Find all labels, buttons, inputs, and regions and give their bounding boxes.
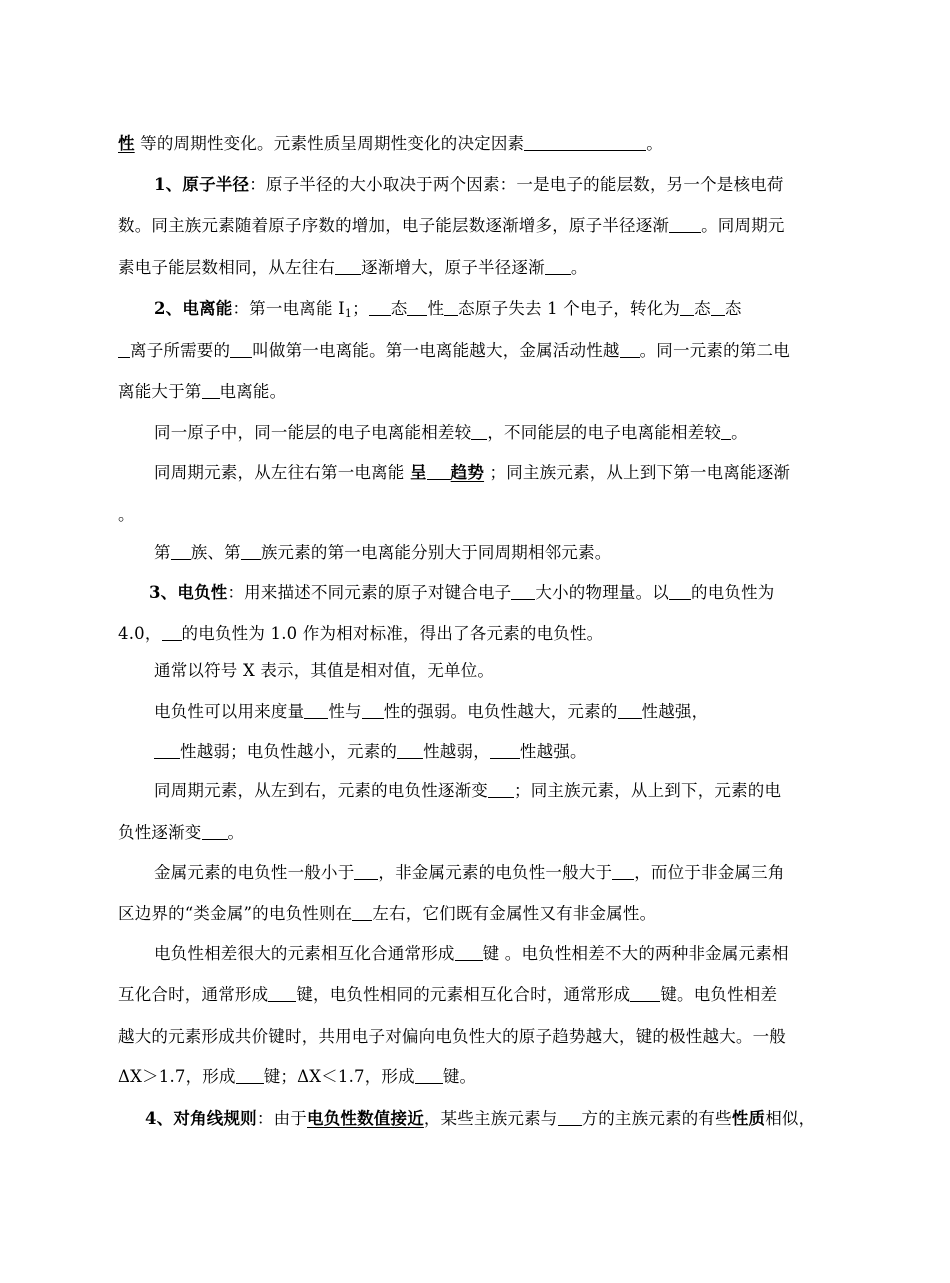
blank[interactable] (711, 298, 725, 316)
line-20: 区边界的“类金属”的电负性则在 左右，它们既有金属性又有非金属性。 (118, 904, 657, 923)
line-7: 离能大于第 电离能。 (118, 382, 287, 401)
line-4: 素电子能层数相同，从左往右 逐渐增大，原子半径逐渐 。 (118, 258, 588, 277)
blank[interactable] (612, 862, 634, 880)
blank[interactable] (369, 298, 391, 316)
line-9: 同周期元素，从左往右第一电离能 呈 趋势 ；同主族元素，从上到下第一电离能逐渐 (154, 463, 791, 482)
blank[interactable] (545, 257, 571, 275)
line-21: 电负性相差很大的元素相互化合通常形成 键 。电负性相差不大的两种非金属元素相 (154, 944, 789, 963)
blank[interactable] (236, 1066, 264, 1084)
line-24: ΔX＞1.7，形成 键；ΔX＜1.7，形成 键。 (118, 1067, 477, 1086)
blank[interactable] (444, 298, 458, 316)
blank[interactable] (618, 701, 642, 719)
line-18: 负性逐渐变 。 (118, 823, 245, 842)
blank[interactable] (669, 582, 691, 600)
blank[interactable] (669, 215, 701, 233)
line-17: 同周期元素，从左到右，元素的电负性逐渐变 ；同主族元素，从上到下，元素的电 (154, 781, 782, 800)
blank[interactable] (488, 780, 514, 798)
line-14: 通常以符号 X 表示，其值是相对值，无单位。 (154, 661, 495, 680)
blank[interactable] (268, 984, 296, 1002)
line-1: 性 等的周期性变化。元素性质呈周期性变化的决定因素 。 (118, 134, 663, 153)
blank[interactable] (154, 741, 180, 759)
line-23: 越大的元素形成共价键时，共用电子对偏向电负性大的原子趋势越大，键的极性越大。一般 (118, 1027, 786, 1046)
line-19: 金属元素的电负性一般小于 ，非金属元素的电负性一般大于 ，而位于非金属三角 (154, 863, 785, 882)
heading-diagonal-rule: 4、对角线规则 (145, 1109, 257, 1128)
blank[interactable] (511, 582, 535, 600)
blank[interactable] (335, 257, 361, 275)
line-2: 1、原子半径：原子半径的大小取决于两个因素：一是电子的能层数，另一个是核电荷 (154, 175, 784, 194)
line-8: 同一原子中，同一能层的电子电离能相差较 ，不同能层的电子电离能相差较 。 (154, 423, 748, 442)
blank[interactable] (304, 701, 328, 719)
blank[interactable] (171, 542, 191, 560)
blank[interactable] (471, 422, 487, 440)
blank[interactable] (620, 340, 640, 358)
heading-electronegativity: 3、电负性 (149, 583, 228, 602)
line-12: 3、电负性：用来描述不同元素的原子对键合电子 大小的物理量。以 的电负性为 (149, 583, 775, 602)
blank[interactable] (680, 298, 694, 316)
heading-ionization-energy: 2、电离能 (154, 299, 233, 318)
blank[interactable] (354, 862, 378, 880)
line-15: 电负性可以用来度量 性与 性的强弱。电负性越大，元素的 性越强， (154, 702, 709, 721)
line-13: 4.0， 的电负性为 1.0 作为相对标准，得出了各元素的电负性。 (118, 624, 604, 643)
blank[interactable] (524, 133, 646, 151)
blank[interactable] (415, 1066, 443, 1084)
blank[interactable] (407, 298, 427, 316)
blank[interactable] (427, 462, 451, 480)
line-5: 2、电离能：第一电离能 $I_1$； 态 性 态原子失去 1 个电子，转化为 态 态 (154, 299, 742, 320)
blank[interactable] (362, 701, 384, 719)
blank[interactable] (352, 903, 372, 921)
blank[interactable] (630, 984, 660, 1002)
blank[interactable] (455, 943, 483, 961)
blank[interactable] (118, 340, 130, 358)
line-16: 性越弱；电负性越小，元素的 性越弱， 性越强。 (154, 741, 874, 763)
blank[interactable] (230, 340, 252, 358)
blank[interactable] (721, 422, 731, 440)
line-3: 数。同主族元素随着原子序数的增加，电子能层数逐渐增多，原子半径逐渐 。同周期元 (118, 216, 785, 235)
blank[interactable] (202, 822, 228, 840)
blank[interactable] (558, 1108, 582, 1126)
line-22: 互化合时，通常形成 键，电负性相同的元素相互化合时，通常形成 键。电负性相差 (118, 985, 778, 1004)
line-11: 第 族、第 族元素的第一电离能分别大于同周期相邻元素。 (154, 543, 612, 562)
line-25: 4、对角线规则：由于电负性数值接近，某些主族元素与 方的主族元素的有些性质相似， (145, 1109, 816, 1128)
blank[interactable] (202, 381, 220, 399)
blank[interactable] (490, 741, 520, 759)
line-10: 。 (118, 505, 135, 524)
blank[interactable] (162, 623, 182, 641)
line-6: 离子所需要的 叫做第一电离能。第一电离能越大，金属活动性越 。同一元素的第二电 (118, 340, 838, 362)
heading-atomic-radius: 1、原子半径 (154, 175, 250, 194)
blank[interactable] (241, 542, 261, 560)
blank[interactable] (397, 741, 423, 759)
